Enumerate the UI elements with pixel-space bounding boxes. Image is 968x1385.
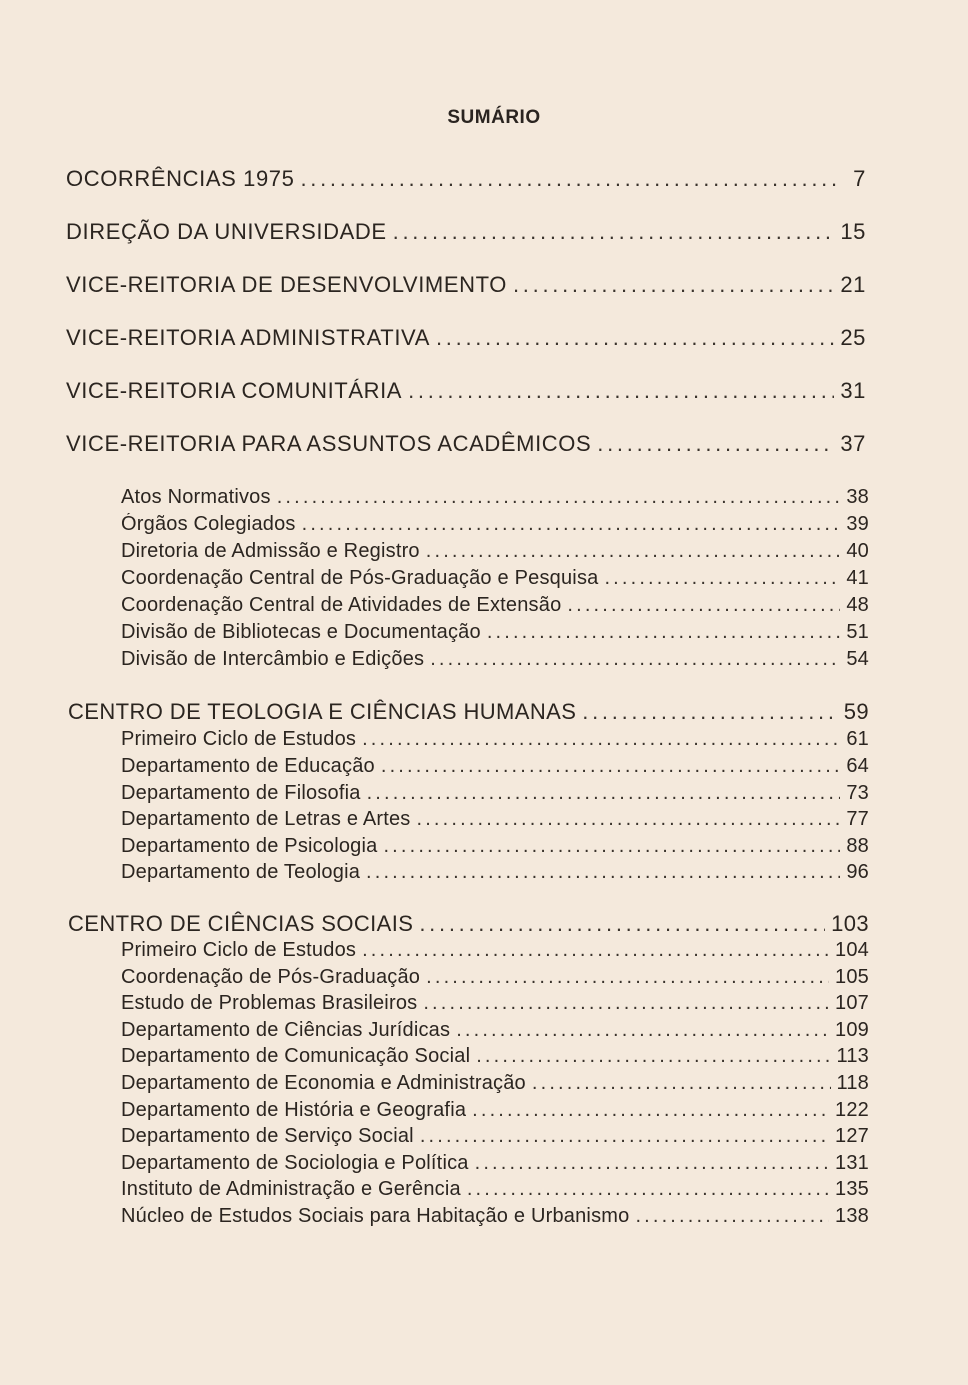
toc-entry-label: Estudo de Problemas Brasileiros: [121, 992, 418, 1014]
dot-leader: [467, 1178, 829, 1201]
toc-entry-label: Departamento de Sociologia e Política: [121, 1152, 469, 1174]
toc-entry-page: 61: [846, 728, 869, 750]
toc-entry-page: 73: [846, 782, 869, 804]
toc-entry-page: 51: [846, 621, 869, 643]
toc-entry-page: 38: [846, 486, 869, 508]
page-title: SUMÁRIO: [447, 107, 541, 128]
toc-entry-label: Primeiro Ciclo de Estudos: [121, 939, 357, 961]
dot-leader: [567, 594, 840, 617]
toc-entry-label: Coordenação Central de Atividades de Extensão: [121, 594, 562, 616]
toc-entry-page: 104: [835, 939, 869, 961]
toc-entry-label: Coordenação de Pós-Graduação: [121, 966, 421, 988]
toc-entry-page: 59: [843, 699, 869, 724]
toc-entry-label: Departamento de Psicologia: [121, 835, 378, 857]
toc-subentry[interactable]: [121, 1205, 869, 1228]
toc-subentry[interactable]: [121, 861, 869, 884]
toc-entry-page: 15: [840, 219, 866, 244]
dot-leader: [417, 808, 841, 831]
toc-section-teologia[interactable]: [68, 699, 869, 725]
toc-section-sociais[interactable]: [68, 911, 869, 937]
toc-entry-label: Departamento de Serviço Social: [121, 1125, 414, 1147]
toc-subentry[interactable]: [121, 567, 869, 590]
toc-entry-page: 118: [836, 1072, 869, 1094]
toc-subentry[interactable]: [121, 1125, 869, 1148]
toc-subentry[interactable]: [121, 513, 869, 536]
toc-entry-page: 7: [853, 166, 866, 191]
dot-leader: [635, 1205, 829, 1228]
dot-leader: [532, 1072, 831, 1095]
toc-entry-label: Diretoria de Admissão e Registro: [121, 540, 420, 562]
toc-entry-page: 138: [835, 1205, 869, 1227]
dot-leader: [367, 782, 841, 805]
toc-entry-vr-administrativa[interactable]: [66, 325, 866, 351]
toc-entry-label: VICE-REITORIA DE DESENVOLVIMENTO: [66, 272, 507, 297]
dot-leader: [393, 219, 835, 245]
toc-entry-page: 127: [835, 1125, 869, 1147]
dot-leader: [426, 540, 841, 563]
dot-leader: [423, 992, 829, 1015]
toc-entry-page: 21: [840, 272, 866, 297]
toc-entry-page: 88: [846, 835, 869, 857]
dot-leader: [300, 166, 838, 192]
toc-entry-label: Coordenação Central de Pós-Graduação e Pesquisa: [121, 567, 599, 589]
toc-entry-page: 122: [835, 1099, 869, 1121]
dot-leader: [383, 835, 840, 858]
toc-entry-direcao[interactable]: [66, 219, 866, 245]
toc-subentry[interactable]: [121, 540, 869, 563]
toc-entry-label: Departamento de Ciências Jurídicas: [121, 1019, 451, 1041]
dot-leader: [597, 431, 834, 457]
toc-entry-label: CENTRO DE CIÊNCIAS SOCIAIS: [68, 911, 414, 936]
toc-entry-vr-academicos[interactable]: [66, 431, 866, 457]
toc-entry-label: OCORRÊNCIAS 1975: [66, 166, 295, 191]
toc-entry-label: Instituto de Administração e Gerência: [121, 1178, 461, 1200]
toc-entry-vr-comunitaria[interactable]: [66, 378, 866, 404]
dot-leader: [582, 699, 837, 725]
toc-entry-ocorrencias[interactable]: [66, 166, 866, 192]
toc-subentry[interactable]: [121, 939, 869, 962]
toc-entry-label: DIREÇÃO DA UNIVERSIDADE: [66, 219, 387, 244]
dot-leader: [436, 325, 834, 351]
dot-leader: [430, 648, 840, 671]
toc-entry-label: Departamento de História e Geografia: [121, 1099, 467, 1121]
toc-entry-page: 131: [835, 1152, 869, 1174]
toc-entry-page: 103: [831, 911, 869, 936]
toc-entry-label: Órgãos Colegiados: [121, 513, 296, 535]
toc-entry-label: Departamento de Economia e Administração: [121, 1072, 526, 1094]
toc-entry-page: 41: [846, 567, 869, 589]
toc-subentry[interactable]: [121, 808, 869, 831]
toc-entry-vr-desenvolvimento[interactable]: [66, 272, 866, 298]
dot-leader: [302, 513, 841, 536]
toc-entry-page: 105: [835, 966, 869, 988]
toc-entry-page: 107: [835, 992, 869, 1014]
toc-entry-page: 64: [846, 755, 869, 777]
toc-subentry[interactable]: [121, 992, 869, 1015]
toc-subentry[interactable]: [121, 1019, 869, 1042]
toc-subentry[interactable]: [121, 782, 869, 805]
dot-leader: [277, 486, 841, 509]
dot-leader: [381, 755, 840, 778]
toc-subentry[interactable]: [121, 1045, 869, 1068]
toc-entry-page: 77: [846, 808, 869, 830]
dot-leader: [362, 939, 829, 962]
toc-subentry[interactable]: [121, 621, 869, 644]
dot-leader: [487, 621, 841, 644]
toc-subentry[interactable]: [121, 486, 869, 509]
dot-leader: [419, 911, 825, 937]
toc-entry-label: VICE-REITORIA COMUNITÁRIA: [66, 378, 403, 403]
dot-leader: [472, 1099, 829, 1122]
toc-entry-label: Departamento de Teologia: [121, 861, 361, 883]
toc-entry-page: 96: [846, 861, 869, 883]
toc-entry-page: 40: [846, 540, 869, 562]
toc-subentry[interactable]: [121, 755, 869, 778]
dot-leader: [426, 966, 829, 989]
dot-leader: [456, 1019, 829, 1042]
toc-entry-label: Departamento de Comunicação Social: [121, 1045, 471, 1067]
toc-entry-page: 31: [840, 378, 866, 403]
toc-entry-label: Departamento de Filosofia: [121, 782, 361, 804]
toc-entry-page: 25: [840, 325, 866, 350]
dot-leader: [475, 1152, 829, 1175]
toc-entry-label: Departamento de Educação: [121, 755, 375, 777]
toc-subentry[interactable]: [121, 594, 869, 617]
toc-entry-page: 109: [835, 1019, 869, 1041]
toc-subentry[interactable]: [121, 648, 869, 671]
toc-subentry[interactable]: [121, 1178, 869, 1201]
toc-entry-label: Divisão de Intercâmbio e Edições: [121, 648, 425, 670]
toc-subentry[interactable]: [121, 728, 869, 751]
toc-entry-page: 39: [846, 513, 869, 535]
toc-subentry[interactable]: [121, 1099, 869, 1122]
toc-subentry[interactable]: [121, 966, 869, 989]
toc-entry-label: Divisão de Bibliotecas e Documentação: [121, 621, 481, 643]
toc-subentry[interactable]: [121, 835, 869, 858]
dot-leader: [604, 567, 840, 590]
toc-subentry[interactable]: [121, 1152, 869, 1175]
toc-entry-label: VICE-REITORIA ADMINISTRATIVA: [66, 325, 430, 350]
toc-entry-page: 113: [836, 1045, 869, 1067]
dot-leader: [408, 378, 834, 404]
toc-entry-label: Núcleo de Estudos Sociais para Habitação e Urbanismo: [121, 1205, 630, 1227]
dot-leader: [476, 1045, 830, 1068]
toc-entry-label: VICE-REITORIA PARA ASSUNTOS ACADÊMICOS: [66, 431, 592, 456]
dot-leader: [513, 272, 834, 298]
toc-entry-label: Atos Normativos: [121, 486, 271, 508]
toc-entry-label: CENTRO DE TEOLOGIA E CIÊNCIAS HUMANAS: [68, 699, 577, 724]
dot-leader: [420, 1125, 829, 1148]
dot-leader: [362, 728, 840, 751]
toc-entry-label: Departamento de Letras e Artes: [121, 808, 411, 830]
toc-entry-page: 135: [835, 1178, 869, 1200]
toc-entry-page: 37: [840, 431, 866, 456]
toc-entry-label: Primeiro Ciclo de Estudos: [121, 728, 357, 750]
toc-entry-page: 54: [846, 648, 869, 670]
toc-entry-page: 48: [846, 594, 869, 616]
dot-leader: [366, 861, 840, 884]
toc-subentry[interactable]: [121, 1072, 869, 1095]
